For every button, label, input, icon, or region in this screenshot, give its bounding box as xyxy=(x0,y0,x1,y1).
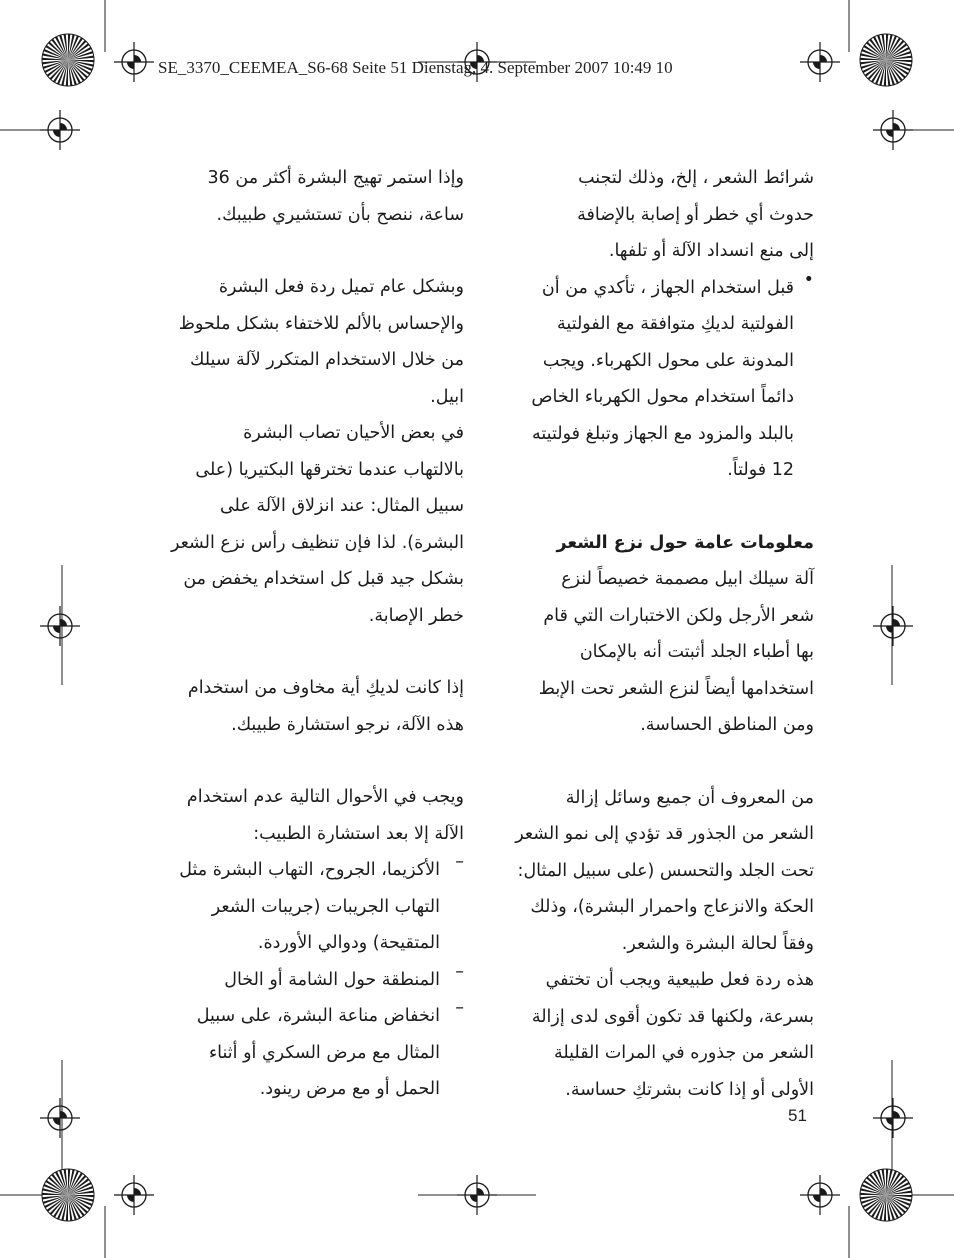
text-line: في بعض الأحيان تصاب البشرة xyxy=(243,423,464,443)
text-line: الحكة والانزعاج واحمرار البشرة)، وذلك xyxy=(530,897,814,917)
text-line: تحت الجلد والتحسس (على سبيل المثال: xyxy=(517,860,814,881)
dash-item-moles xyxy=(142,962,464,999)
dash-item-eczema xyxy=(142,852,464,962)
text-line: الفولتية لديكِ متوافقة مع الفولتية xyxy=(557,314,794,334)
text-line: بسرعة، ولكنها قد تكون أقوى لدى إزالة xyxy=(531,1006,814,1027)
dash-mark: – xyxy=(455,961,464,982)
text-line: الأكزيما، الجروح، التهاب البشرة مثل xyxy=(179,860,440,880)
text-line: من المعروف أن جميع وسائل إزالة xyxy=(565,787,814,808)
text-line: التهاب الجريبات (جريبات الشعر xyxy=(211,896,440,917)
section-heading: معلومات عامة حول نزع الشعر xyxy=(556,532,814,553)
text-line: شرائط الشعر ، إلخ، وذلك لتجنب xyxy=(578,168,814,188)
text-line: الأولى أو إذا كانت بشرتكِ حساسة. xyxy=(565,1079,814,1100)
text-line: هذه ردة فعل طبيعية ويجب أن تختفي xyxy=(545,970,814,990)
text-line: ساعة، ننصح بأن تستشيري طبيبك. xyxy=(216,204,464,225)
text-line: بشكل جيد قبل كل استخدام يخفض من xyxy=(183,569,464,589)
text-line: والإحساس بالألم للاختفاء بشكل ملحوظ xyxy=(178,313,464,334)
text-line: بها أطباء الجلد أثبتت أنه بالإمكان xyxy=(579,642,814,662)
text-line: من خلال الاستخدام المتكرر لآلة سيلك xyxy=(190,350,464,370)
text-line: وفقاً لحالة البشرة والشعر. xyxy=(621,933,814,954)
text-line: الآلة إلا بعد استشارة الطبيب: xyxy=(253,823,464,844)
text-line: الحمل أو مع مرض رينود. xyxy=(259,1079,440,1099)
text-line: دائماً استخدام محول الكهرباء الخاص xyxy=(531,387,794,407)
dash-mark: – xyxy=(455,998,464,1018)
text-line: خطر الإصابة. xyxy=(368,605,464,626)
text-line: المدونة على محول الكهرباء. ويجب xyxy=(542,350,794,371)
text-line: استخدامها أيضاً لنزع الشعر تحت الإبط xyxy=(538,678,814,699)
text-line: المثال مع مرض السكري أو أثناء xyxy=(208,1042,440,1063)
right-text-column xyxy=(486,160,814,1108)
text-line: ومن المناطق الحساسة. xyxy=(640,715,814,735)
text-line: المنطقة حول الشامة أو الخال xyxy=(224,969,440,990)
print-slug-header: SE_3370_CEEMEA_S6-68 Seite 51 Dienstag, 4. September 2007 10:49 10 xyxy=(158,58,673,77)
dash-mark: – xyxy=(455,852,464,872)
text-line: الشعر من جذوره في المرات القليلة xyxy=(553,1043,814,1063)
text-line: آلة سيلك ابيل مصممة خصيصاً لنزع xyxy=(561,569,814,589)
text-line: 12 فولتاً. xyxy=(727,460,794,480)
text-line: حدوث أي خطر أو إصابة بالإضافة xyxy=(577,204,814,225)
text-line: الشعر من الجذور قد تؤدي إلى نمو الشعر xyxy=(515,824,814,844)
bullet-item-voltage xyxy=(486,270,814,489)
text-line: المتقيحة) ودوالي الأوردة. xyxy=(257,933,440,953)
text-line: قبل استخدام الجهاز ، تأكدي من أن xyxy=(541,277,794,298)
text-line: هذه الآلة، نرجو استشارة طبيبك. xyxy=(231,714,464,735)
text-line: سبيل المثال: عند انزلاق الآلة على xyxy=(219,496,464,516)
bullet-mark: • xyxy=(803,269,814,290)
dash-item-immunity xyxy=(142,998,464,1108)
text-line: بالالتهاب عندما تخترقها البكتيريا (على xyxy=(195,459,464,480)
text-line: وإذا استمر تهيج البشرة أكثر من 36 xyxy=(207,168,464,188)
left-text-column xyxy=(142,160,464,1108)
text-line: إلى منع انسداد الآلة أو تلفها. xyxy=(608,241,814,261)
text-line: إذا كانت لديكِ أية مخاوف من استخدام xyxy=(187,678,464,698)
text-line: بالبلد والمزود مع الجهاز وتبلغ فولتيته xyxy=(532,423,794,444)
text-line: وبشكل عام تميل ردة فعل البشرة xyxy=(218,277,464,297)
text-line: ابيل. xyxy=(430,386,464,407)
text-line: انخفاض مناعة البشرة، على سبيل xyxy=(196,1006,440,1026)
text-line: البشرة). لذا فإن تنظيف رأس نزع الشعر xyxy=(170,532,464,553)
text-line: ويجب في الأحوال التالية عدم استخدام xyxy=(186,787,464,807)
text-line: شعر الأرجل ولكن الاختبارات التي قام xyxy=(543,605,814,626)
page-number: 51 xyxy=(788,1106,807,1125)
